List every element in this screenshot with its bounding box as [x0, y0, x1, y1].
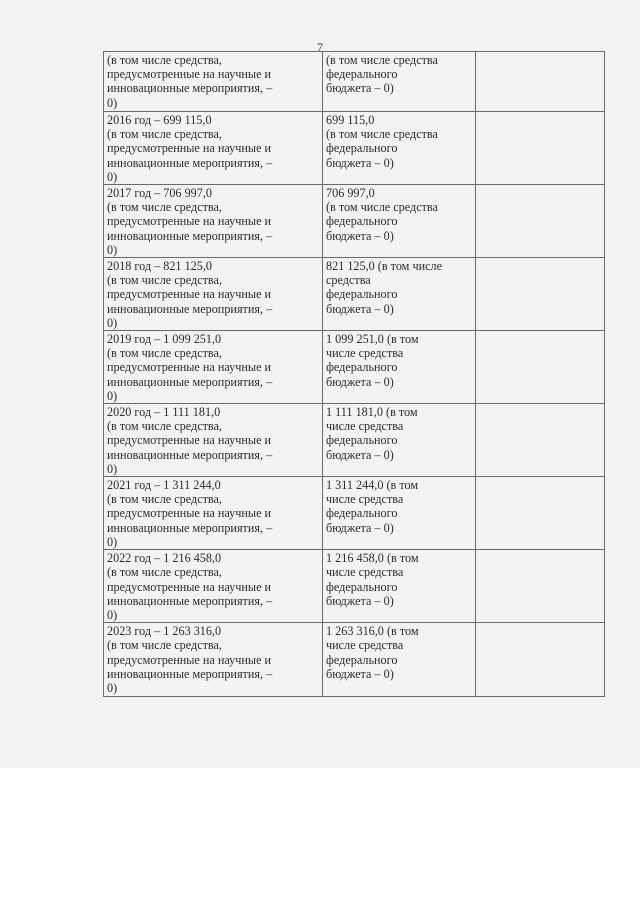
cell-text-line: числе средства — [326, 565, 404, 580]
cell-text-line: предусмотренные на научные и — [107, 433, 272, 448]
cell-text-line: 1 311 244,0 (в том — [326, 478, 419, 493]
page-number: 7 — [317, 40, 323, 54]
cell-text-line: средства — [326, 273, 371, 288]
empty-cell — [476, 550, 605, 623]
cell-text-line: инновационные мероприятия, – — [107, 301, 273, 316]
year-amount-cell — [104, 331, 323, 404]
federal-budget-cell — [323, 477, 476, 550]
cell-text-line: бюджета – 0) — [326, 155, 394, 170]
cell-text-line: федерального — [326, 214, 398, 229]
empty-cell — [476, 52, 605, 112]
cell-text-line: федерального — [326, 287, 398, 302]
year-amount-cell — [104, 112, 323, 185]
cell-text-line: бюджета – 0) — [326, 447, 394, 462]
cell-text-line: бюджета – 0) — [326, 666, 394, 681]
cell-text-line: (в том числе средства, — [107, 127, 222, 142]
cell-text-line: (в том числе средства, — [107, 492, 222, 507]
cell-text-line: числе средства — [326, 638, 404, 653]
table-row — [104, 258, 605, 331]
table-row — [104, 185, 605, 258]
empty-cell — [476, 185, 605, 258]
cell-text-line: 0) — [107, 534, 118, 549]
table-row — [104, 331, 605, 404]
federal-budget-cell — [323, 550, 476, 623]
cell-text-line: бюджета – 0) — [326, 301, 394, 316]
cell-text-line: федерального — [326, 67, 398, 82]
cell-text-line: числе средства — [326, 419, 404, 434]
federal-budget-cell — [323, 112, 476, 185]
federal-budget-cell — [323, 258, 476, 331]
cell-text-line: 2021 год – 1 311 244,0 — [107, 478, 221, 493]
year-amount-cell — [104, 477, 323, 550]
year-amount-cell — [104, 623, 323, 697]
cell-text-line: предусмотренные на научные и — [107, 579, 272, 594]
year-amount-cell — [104, 185, 323, 258]
federal-budget-cell — [323, 185, 476, 258]
year-amount-cell — [104, 52, 323, 112]
cell-text-line: федерального — [326, 433, 398, 448]
empty-cell — [476, 623, 605, 697]
federal-budget-cell — [323, 331, 476, 404]
cell-text-line: 0) — [107, 680, 118, 695]
cell-text-line: (в том числе средства — [326, 53, 438, 67]
cell-text-line: 2016 год – 699 115,0 — [107, 113, 212, 127]
budget-table-body — [104, 52, 605, 697]
federal-budget-cell — [323, 623, 476, 697]
cell-text-line: 2023 год – 1 263 316,0 — [107, 624, 222, 639]
cell-text-line: бюджета – 0) — [326, 81, 394, 96]
cell-text-line: 0) — [107, 95, 118, 110]
empty-cell — [476, 112, 605, 185]
cell-text-line: 2018 год – 821 125,0 — [107, 259, 212, 274]
cell-text-line: федерального — [326, 141, 398, 156]
cell-text-line: (в том числе средства, — [107, 53, 222, 67]
cell-text-line: 1 263 316,0 (в том — [326, 624, 419, 639]
cell-text-line: предусмотренные на научные и — [107, 67, 272, 82]
cell-text-line: бюджета – 0) — [326, 520, 394, 535]
cell-text-line: 0) — [107, 315, 118, 330]
cell-text-line: 0) — [107, 461, 118, 476]
empty-cell — [476, 258, 605, 331]
cell-text-line: числе средства — [326, 346, 404, 361]
cell-text-line: предусмотренные на научные и — [107, 360, 272, 375]
cell-text-line: федерального — [326, 360, 398, 375]
cell-text-line: (в том числе средства, — [107, 419, 222, 434]
cell-text-line: предусмотренные на научные и — [107, 287, 272, 302]
cell-text-line: инновационные мероприятия, – — [107, 228, 273, 243]
empty-cell — [476, 404, 605, 477]
cell-text-line: предусмотренные на научные и — [107, 652, 272, 667]
year-amount-cell — [104, 258, 323, 331]
cell-text-line: бюджета – 0) — [326, 593, 394, 608]
cell-text-line: федерального — [326, 652, 398, 667]
cell-text-line: (в том числе средства — [326, 127, 438, 142]
cell-text-line: предусмотренные на научные и — [107, 506, 272, 521]
table-row — [104, 623, 605, 697]
cell-text-line: 821 125,0 (в том числе — [326, 259, 442, 274]
cell-text-line: 0) — [107, 388, 118, 403]
cell-text-line: (в том числе средства, — [107, 638, 222, 653]
cell-text-line: 0) — [107, 242, 118, 257]
cell-text-line: числе средства — [326, 492, 404, 507]
cell-text-line: 706 997,0 — [326, 186, 375, 201]
cell-text-line: 2017 год – 706 997,0 — [107, 186, 212, 201]
cell-text-line: (в том числе средства — [326, 200, 438, 215]
cell-text-line: инновационные мероприятия, – — [107, 520, 273, 535]
cell-text-line: 2019 год – 1 099 251,0 — [107, 332, 222, 347]
cell-text-line: (в том числе средства, — [107, 346, 222, 361]
cell-text-line: федерального — [326, 579, 398, 594]
cell-text-line: инновационные мероприятия, – — [107, 81, 273, 96]
cell-text-line: инновационные мероприятия, – — [107, 447, 273, 462]
cell-text-line: бюджета – 0) — [326, 374, 394, 389]
cell-text-line: 1 099 251,0 (в том — [326, 332, 419, 347]
cell-text-line: 699 115,0 — [326, 113, 375, 127]
table-row — [104, 477, 605, 550]
cell-text-line: (в том числе средства, — [107, 273, 222, 288]
cell-text-line: инновационные мероприятия, – — [107, 374, 273, 389]
cell-text-line: инновационные мероприятия, – — [107, 593, 273, 608]
table-row — [104, 404, 605, 477]
cell-text-line: бюджета – 0) — [326, 228, 394, 243]
cell-text-line: федерального — [326, 506, 398, 521]
cell-text-line: 0) — [107, 169, 118, 184]
empty-cell — [476, 331, 605, 404]
cell-text-line: (в том числе средства, — [107, 200, 222, 215]
table-row — [104, 112, 605, 185]
table-row — [104, 550, 605, 623]
cell-text-line: инновационные мероприятия, – — [107, 155, 273, 170]
cell-text-line: предусмотренные на научные и — [107, 141, 272, 156]
federal-budget-cell — [323, 404, 476, 477]
cell-text-line: 2020 год – 1 111 181,0 — [107, 405, 221, 420]
federal-budget-cell — [323, 52, 476, 112]
cell-text-line: 1 216 458,0 (в том — [326, 551, 419, 566]
cell-text-line: 0) — [107, 607, 118, 622]
cell-text-line: (в том числе средства, — [107, 565, 222, 580]
year-amount-cell — [104, 550, 323, 623]
cell-text-line: предусмотренные на научные и — [107, 214, 272, 229]
empty-cell — [476, 477, 605, 550]
budget-table — [103, 51, 605, 697]
cell-text-line: 1 111 181,0 (в том — [326, 405, 418, 420]
year-amount-cell — [104, 404, 323, 477]
table-row — [104, 52, 605, 112]
cell-text-line: 2022 год – 1 216 458,0 — [107, 551, 222, 566]
cell-text-line: инновационные мероприятия, – — [107, 666, 273, 681]
